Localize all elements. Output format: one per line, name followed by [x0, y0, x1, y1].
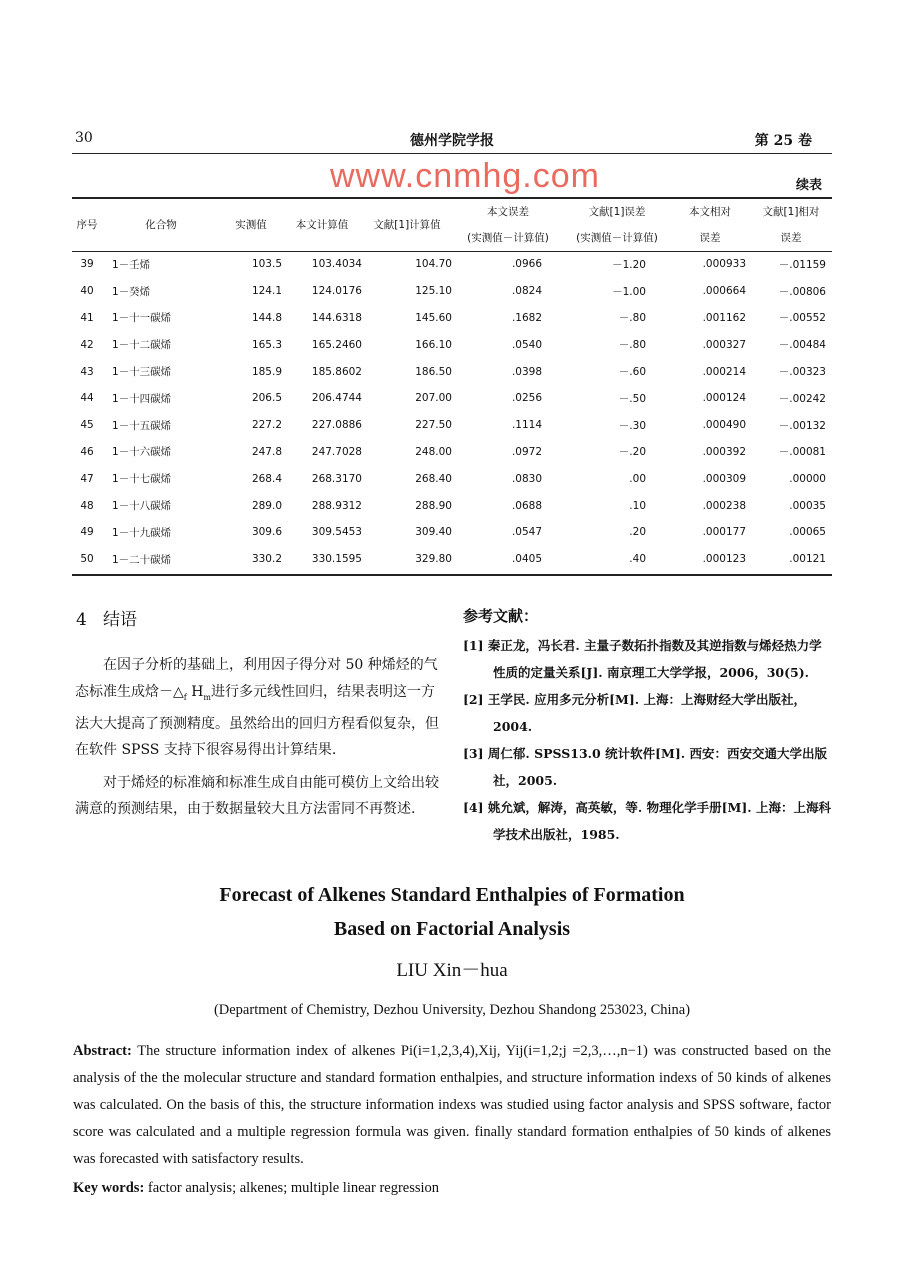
watermark: www.cnmhg.com [330, 157, 600, 195]
column-header-text: 文献[1]误差 [588, 206, 646, 218]
table-cell: 166.10 [415, 338, 452, 351]
page-number: 30 [75, 130, 93, 146]
column-header-text: 实测值 [235, 219, 267, 231]
table-cell: 103.4034 [311, 258, 362, 271]
abstract-label: Abstract: [73, 1043, 132, 1059]
column-header-text: 误差 [780, 232, 802, 244]
table-cell: .0398 [511, 365, 542, 378]
table-cell: 124.1 [251, 285, 282, 298]
table-cell: .0256 [511, 392, 542, 405]
table-cell: －.20 [618, 446, 646, 459]
table-cell: －.00081 [778, 446, 826, 459]
table-cell: 43 [80, 365, 94, 378]
table-cell: 42 [80, 338, 94, 351]
table-cell: 49 [80, 526, 94, 539]
table-cell: －.00242 [778, 392, 826, 405]
table-cell: 48 [80, 499, 94, 512]
column-header [102, 199, 220, 251]
table-cell: 1－十五碳烯 [112, 419, 172, 432]
column-header-text: 序号 [76, 219, 98, 231]
table-cell: 289.0 [251, 499, 282, 512]
table-cell: 144.6318 [311, 311, 362, 324]
keywords-label: Key words: [73, 1180, 145, 1196]
data-table [72, 199, 832, 573]
table-cell: －.00806 [778, 285, 826, 298]
table-cell: .10 [629, 499, 646, 512]
column-header-text: (实测值－计算值) [576, 232, 658, 244]
table-cell: 44 [80, 392, 94, 405]
table-cell: －.00484 [778, 339, 826, 352]
table-bottom-rule [72, 574, 832, 576]
table-cell: .40 [629, 553, 646, 566]
column-header [282, 199, 362, 251]
table-cell: 47 [80, 472, 94, 485]
table-cell: 124.0176 [311, 285, 362, 298]
table-cell: －.80 [618, 339, 646, 352]
table-cell: .000933 [702, 258, 746, 271]
table-cell: .0966 [511, 258, 542, 271]
table-cell: 1－壬烯 [112, 258, 151, 271]
conclusion-paragraph-2: 对于烯烃的标准熵和标准生成自由能可模仿上文给出较满意的预测结果，由于数据量较大且方法雷同不再赘述. [75, 774, 439, 818]
table-cell: 309.5453 [311, 526, 362, 539]
table-row [72, 519, 832, 546]
section-heading [76, 605, 137, 630]
column-header [564, 199, 670, 251]
section-number: 4 [76, 610, 87, 630]
journal-name: 德州学院学报 [410, 133, 494, 149]
table-cell: 227.50 [415, 419, 452, 432]
table-cell: .0547 [511, 526, 542, 539]
table-cell: .000123 [702, 553, 746, 566]
table-cell: .0405 [511, 553, 542, 566]
table-row [72, 278, 832, 305]
table-cell: －.00552 [778, 312, 826, 325]
table-cell: －.60 [618, 366, 646, 379]
table-cell: .000214 [702, 365, 746, 378]
table-cell: －1.20 [612, 258, 646, 271]
table-cell: 41 [80, 311, 94, 324]
table-cell: 1－十三碳烯 [112, 366, 172, 379]
table-cell: .00000 [789, 472, 826, 485]
table-cell: 206.5 [251, 392, 282, 405]
column-header-text: 本文误差 [487, 206, 529, 218]
references [463, 605, 833, 848]
column-header-text: 误差 [699, 232, 721, 244]
table-cell: .0824 [511, 285, 542, 298]
column-header-text: 文献[1]相对 [762, 206, 820, 218]
table-cell: 165.2460 [311, 338, 362, 351]
table-cell: 309.6 [251, 526, 282, 539]
table-cell: 268.40 [415, 472, 452, 485]
table-cell: .000124 [702, 392, 746, 405]
column-header-text: 化合物 [145, 219, 177, 231]
table-cell: 45 [80, 419, 94, 432]
table-cell: .000392 [702, 445, 746, 458]
table-row [72, 465, 832, 492]
table-cell: 1－癸烯 [112, 285, 151, 298]
conclusion-paragraph-1: 在因子分析的基础上，利用因子得分对 50 种烯烃的气态标准生成焓$-\triangle_f$ $H_m$进行多元线性回归，结果表明这一方法大大提高了预测精度。虽然给出的回归方程看似复杂，但在软件 SPSS 支持下很容易得出计算结果. [75, 657, 439, 759]
english-title-line-2: Based on Factorial Analysis [333, 918, 571, 940]
table-cell: －.50 [618, 392, 646, 405]
table-cell: .001162 [702, 311, 746, 324]
table-cell: 1－二十碳烯 [112, 553, 172, 566]
table-cell: .000490 [702, 419, 746, 432]
column-header-text: (实测值－计算值) [467, 232, 549, 244]
table-cell: .000177 [702, 526, 746, 539]
table-cell: 248.00 [415, 445, 452, 458]
table-cell: 1－十六碳烯 [112, 446, 172, 459]
table-cell: 247.7028 [311, 445, 362, 458]
table-row [72, 439, 832, 466]
table-cell: 165.3 [251, 338, 282, 351]
column-header [72, 199, 102, 251]
section-title: 结语 [103, 610, 138, 630]
table-cell: 268.4 [251, 472, 282, 485]
reference-item: [3] 周仁郁. SPSS13.0 统计软件[M]. 西安：西安交通大学出版社，2005. [463, 746, 827, 788]
header-rule [72, 153, 832, 154]
table-row [72, 385, 832, 412]
column-header-text: 文献[1]计算值 [373, 219, 441, 231]
table-cell: 46 [80, 445, 94, 458]
table-cell: 309.40 [415, 526, 452, 539]
table-cell: 1－十二碳烯 [112, 339, 172, 352]
table-cell: .1114 [511, 419, 542, 432]
table-cell: .00035 [789, 499, 826, 512]
table-cell: 1－十四碳烯 [112, 392, 172, 405]
table-cell: 206.4744 [311, 392, 362, 405]
volume: 第 25 卷 [754, 133, 812, 149]
table-cell: 185.8602 [311, 365, 362, 378]
column-header [670, 199, 750, 251]
column-header [750, 199, 832, 251]
table-cell: 40 [80, 285, 94, 298]
reference-item: [2] 王学民. 应用多元分析[M]. 上海：上海财经大学出版社，2004. [463, 692, 806, 734]
table-cell: 125.10 [415, 285, 452, 298]
table-cell: －.30 [618, 419, 646, 432]
table-cell: 330.1595 [311, 553, 362, 566]
table-cell: 1－十七碳烯 [112, 473, 172, 486]
reference-item: [1] 秦正龙，冯长君. 主量子数拓扑指数及其逆指数与烯烃热力学性质的定量关系[J]. 南京理工大学学报，2006，30(5). [463, 638, 822, 680]
english-title-line-1: Forecast of Alkenes Standard Enthalpies of Formation [219, 884, 685, 906]
abstract [73, 1038, 831, 1202]
table-cell: 103.5 [251, 258, 282, 271]
table-cell: 1－十八碳烯 [112, 500, 172, 513]
table-cell: 288.90 [415, 499, 452, 512]
table-cell: .0972 [511, 445, 542, 458]
keywords [73, 1175, 831, 1202]
table-row [72, 546, 832, 573]
table-header-row [72, 199, 832, 251]
column-header [362, 199, 452, 251]
affiliation: (Department of Chemistry, Dezhou University, Dezhou Shandong 253023, China) [213, 1002, 691, 1018]
table-row [72, 492, 832, 519]
table-cell: .000238 [702, 499, 746, 512]
table-cell: 1－十九碳烯 [112, 526, 172, 539]
column-header-text: 本文相对 [689, 206, 731, 218]
table-cell: 330.2 [251, 553, 282, 566]
table-cell: 288.9312 [311, 499, 362, 512]
table-cell: 247.8 [251, 445, 282, 458]
table-cell: 104.70 [415, 258, 452, 271]
table-cell: .0688 [511, 499, 542, 512]
table-cell: .0540 [511, 338, 542, 351]
table-row [72, 358, 832, 385]
column-header [220, 199, 282, 251]
table-cell: 1－十一碳烯 [112, 312, 172, 325]
table-cell: 39 [80, 258, 94, 271]
table-cell: .000327 [702, 338, 746, 351]
table-cell: .1682 [511, 311, 542, 324]
reference-item: [4] 姚允斌，解涛，高英敏，等. 物理化学手册[M]. 上海：上海科学技术出版社，1985. [463, 800, 831, 842]
conclusion-body [75, 652, 441, 823]
table-cell: 50 [80, 553, 94, 566]
continued-label: 续表 [796, 178, 823, 193]
table-cell: .00065 [789, 526, 826, 539]
column-header-text: 本文计算值 [295, 219, 349, 231]
table-cell: －.00323 [778, 366, 826, 379]
table-row [72, 412, 832, 439]
table-cell: －.00132 [778, 419, 826, 432]
table-row [72, 251, 832, 278]
table-cell: 268.3170 [311, 472, 362, 485]
table-cell: 185.9 [251, 365, 282, 378]
references-heading: 参考文献： [463, 607, 539, 625]
table-cell: 227.2 [251, 419, 282, 432]
abstract-text: The structure information index of alkenes Pi(i=1,2,3,4),Xij, Yij(i=1,2;j =2,3,…,n−1) was constructed based on the analysis of the the molecular structure and standard formation enthalpies, and structure information indexs of 50 kinds of alkenes was calculated. On the basis of this, the structure information indexs was studied using factor analysis and SPSS software, factor score was calculated and a multiple regression formula was given. finally standard formation enthalpies of 50 kinds of alkenes was forecasted with satisfactory results. [73, 1043, 831, 1167]
table-cell: 227.0886 [311, 419, 362, 432]
table-cell: 329.80 [415, 553, 452, 566]
table-cell: 207.00 [415, 392, 452, 405]
table-cell: 145.60 [415, 311, 452, 324]
table-cell: .0830 [511, 472, 542, 485]
table-cell: .20 [629, 526, 646, 539]
table-cell: .000309 [702, 472, 746, 485]
table-row [72, 331, 832, 358]
column-header [452, 199, 564, 251]
table-cell: －.80 [618, 312, 646, 325]
table-cell: －.01159 [778, 258, 826, 271]
table-cell: 186.50 [415, 365, 452, 378]
table-cell: －1.00 [612, 285, 646, 298]
table-cell: .000664 [702, 285, 746, 298]
author: LIU Xin－hua [396, 960, 508, 981]
table-cell: .00 [629, 472, 646, 485]
table-cell: .00121 [789, 553, 826, 566]
keywords-text: factor analysis; alkenes; multiple linear regression [147, 1180, 440, 1196]
table-row [72, 305, 832, 332]
table-cell: 144.8 [251, 311, 282, 324]
